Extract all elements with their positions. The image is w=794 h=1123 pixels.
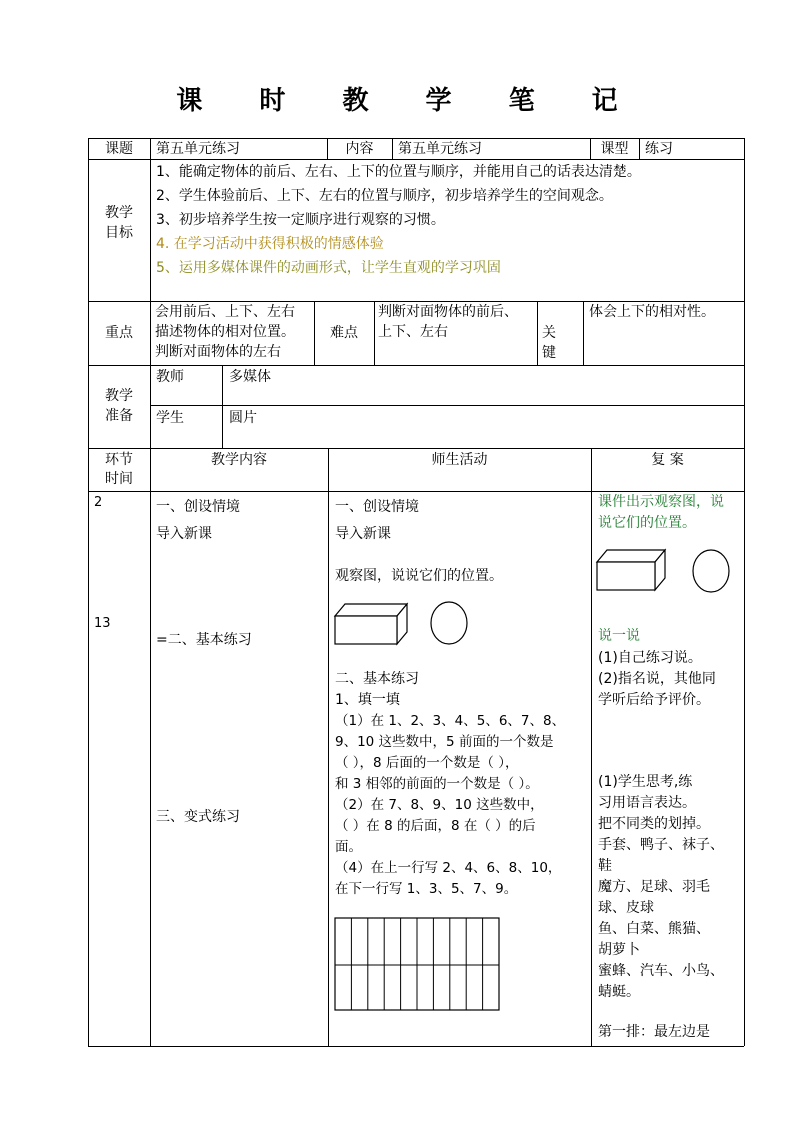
goals-label-1: 教学 bbox=[105, 205, 133, 221]
time-2: 13 bbox=[94, 616, 111, 631]
type-label: 课型 bbox=[600, 141, 629, 157]
difficulty-line-1: 判断对面物体的前后、 bbox=[378, 304, 518, 320]
content-item-2: 导入新课 bbox=[156, 526, 212, 542]
review-line-9: 手套、鸭子、袜子、 bbox=[598, 837, 724, 853]
activity-line-6: 和 3 相邻的前面的一个数是（ ）。 bbox=[335, 776, 539, 792]
col-stage-1: 环节 bbox=[105, 452, 133, 468]
activity-line-7: （2）在 7、8、9、10 这些数中， bbox=[335, 797, 544, 813]
number-writing-grid bbox=[334, 917, 502, 1013]
teacher-label: 教师 bbox=[156, 369, 184, 385]
review-green-1: 课件出示观察图，说 bbox=[598, 494, 724, 510]
activity-line-4: 9、10 这些数中，5 前面的一个数是 bbox=[335, 734, 554, 750]
review-line-14: 胡萝卜 bbox=[598, 942, 640, 958]
activity-intro-2: 导入新课 bbox=[335, 526, 391, 542]
review-line-12: 球、皮球 bbox=[598, 900, 654, 916]
key-label-2: 键 bbox=[542, 345, 556, 361]
review-cuboid-figure bbox=[595, 546, 671, 594]
activity-intro-1: 一、创设情境 bbox=[335, 499, 419, 515]
col-activity: 师生活动 bbox=[431, 452, 488, 468]
key-point-label: 重点 bbox=[105, 325, 133, 341]
content-item-4: 三、变式练习 bbox=[156, 809, 240, 825]
activity-line-2: 1、填一填 bbox=[335, 692, 400, 708]
key-point-line-3: 判断对面物体的左右 bbox=[155, 344, 281, 360]
teacher-value: 多媒体 bbox=[229, 369, 271, 385]
col-review: 复 案 bbox=[651, 452, 684, 468]
topic-label: 课题 bbox=[105, 141, 133, 157]
activity-line-11: 在下一行写 1、3、5、7、9。 bbox=[335, 881, 518, 897]
key-label-1: 关 bbox=[542, 325, 556, 341]
difficulty-line-2: 上下、左右 bbox=[378, 324, 448, 340]
time-1: 2 bbox=[94, 495, 103, 510]
student-value: 圆片 bbox=[229, 410, 257, 426]
goal-line-1: 1、能确定物体的前后、左右、上下的位置与顺序，并能用自己的话表达清楚。 bbox=[156, 164, 641, 180]
key-point-line-2: 描述物体的相对位置。 bbox=[155, 324, 295, 340]
type-value: 练习 bbox=[645, 141, 673, 157]
col-stage-2: 时间 bbox=[105, 471, 133, 487]
page-title: 课 时 教 学 笔 记 bbox=[176, 86, 642, 116]
prep-label-2: 准备 bbox=[105, 408, 133, 424]
goal-line-4: 4. 在学习活动中获得积极的情感体验 bbox=[156, 236, 384, 252]
activity-line-10: （4）在上一行写 2、4、6、8、10， bbox=[335, 860, 562, 876]
student-label: 学生 bbox=[156, 410, 184, 426]
review-line-6: (1)学生思考,练 bbox=[598, 774, 693, 790]
goal-line-2: 2、学生体验前后、上下、左右的位置与顺序，初步培养学生的空间观念。 bbox=[156, 188, 613, 204]
review-line-11: 魔方、足球、羽毛 bbox=[598, 879, 710, 895]
circle-figure bbox=[429, 600, 471, 646]
review-line-16: 蜻蜓。 bbox=[598, 984, 640, 1000]
review-line-2: (2)指名说，其他同 bbox=[598, 671, 716, 687]
review-line-8: 把不同类的划掉。 bbox=[598, 816, 710, 832]
content-item-3: =二、基本练习 bbox=[156, 632, 252, 648]
activity-line-8: （ ）在 8 的后面，8 在（ ）的后 bbox=[335, 818, 536, 834]
review-line-3: 学听后给予评价。 bbox=[598, 692, 710, 708]
difficulty-label: 难点 bbox=[330, 325, 358, 341]
key-point-line-1: 会用前后、上下、左右 bbox=[155, 304, 295, 320]
review-circle-figure bbox=[691, 548, 733, 594]
goal-line-3: 3、初步培养学生按一定顺序进行观察的习惯。 bbox=[156, 212, 445, 228]
content-value: 第五单元练习 bbox=[398, 141, 482, 157]
activity-line-1: 二、基本练习 bbox=[335, 671, 419, 687]
review-line-1: (1)自己练习说。 bbox=[598, 650, 702, 666]
activity-line-9: 面。 bbox=[335, 839, 362, 855]
review-green-3: 说一说 bbox=[598, 628, 640, 644]
activity-line-5: （ ），8 后面的一个数是（ ）， bbox=[335, 755, 519, 771]
col-content: 教学内容 bbox=[211, 452, 267, 468]
review-line-18: 第一排：最左边是 bbox=[598, 1024, 710, 1040]
key-text: 体会上下的相对性。 bbox=[589, 304, 715, 320]
topic-value: 第五单元练习 bbox=[156, 141, 240, 157]
review-line-7: 习用语言表达。 bbox=[598, 795, 696, 811]
cuboid-figure bbox=[333, 598, 413, 648]
review-line-13: 鱼、白菜、熊猫、 bbox=[598, 921, 710, 937]
content-label: 内容 bbox=[345, 141, 374, 157]
review-line-15: 蜜蜂、汽车、小鸟、 bbox=[598, 963, 724, 979]
goals-label-2: 目标 bbox=[105, 225, 133, 241]
review-green-2: 说它们的位置。 bbox=[598, 515, 696, 531]
goal-line-5: 5、运用多媒体课件的动画形式，让学生直观的学习巩固 bbox=[156, 260, 501, 276]
activity-intro-3: 观察图，说说它们的位置。 bbox=[335, 568, 503, 584]
review-line-10: 鞋 bbox=[598, 858, 612, 874]
content-item-1: 一、创设情境 bbox=[156, 499, 240, 515]
activity-line-3: （1）在 1、2、3、4、5、6、7、8、 bbox=[335, 713, 566, 729]
prep-label-1: 教学 bbox=[105, 388, 133, 404]
